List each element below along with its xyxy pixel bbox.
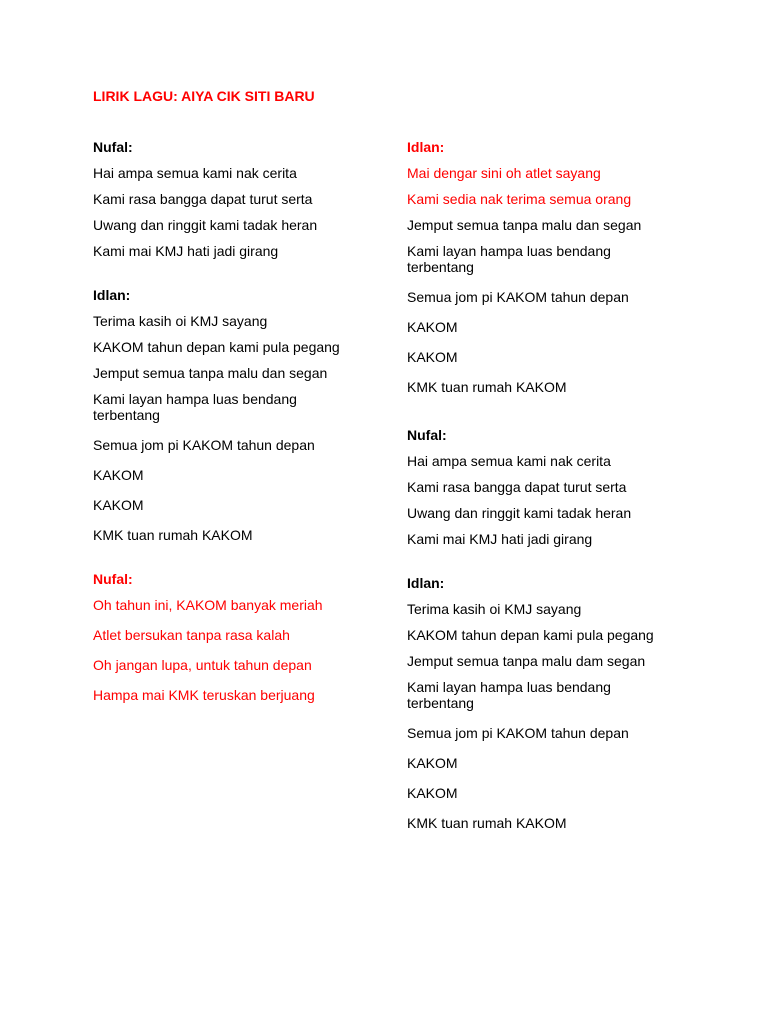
- lyric-line: Kami mai KMJ hati jadi girang: [93, 243, 279, 259]
- document-title: LIRIK LAGU: AIYA CIK SITI BARU: [93, 88, 315, 104]
- lyric-line: Terima kasih oi KMJ sayang: [93, 313, 268, 329]
- lyric-line: KMK tuan rumah KAKOM: [93, 527, 253, 543]
- verse-nufal-2: [93, 571, 373, 703]
- speaker-label: Idlan:: [407, 139, 445, 155]
- verse-nufal-right: [407, 427, 687, 547]
- verse-idlan-right-2: [407, 575, 687, 831]
- lyric-line: Semua jom pi KAKOM tahun depan: [407, 289, 629, 305]
- lyric-line: Jemput semua tanpa malu dan segan: [407, 217, 642, 233]
- lyric-line: KMK tuan rumah KAKOM: [407, 815, 567, 831]
- lyric-line: KAKOM: [407, 349, 458, 365]
- speaker-label: Nufal:: [93, 571, 133, 587]
- lyric-line: KMK tuan rumah KAKOM: [407, 379, 567, 395]
- lyric-line: Oh tahun ini, KAKOM banyak meriah: [93, 597, 323, 613]
- lyric-line: KAKOM: [407, 785, 458, 801]
- lyric-line: Oh jangan lupa, untuk tahun depan: [93, 657, 312, 673]
- lyric-line: KAKOM tahun depan kami pula pegang: [93, 339, 340, 355]
- lyric-line: Hai ampa semua kami nak cerita: [407, 453, 611, 469]
- speaker-label: Nufal:: [407, 427, 447, 443]
- lyric-line: Kami sedia nak terima semua orang: [407, 191, 632, 207]
- lyric-line: Hai ampa semua kami nak cerita: [93, 165, 297, 181]
- lyric-line: Kami mai KMJ hati jadi girang: [407, 531, 593, 547]
- verse-idlan-right-1: [407, 139, 687, 395]
- lyric-line: KAKOM: [93, 497, 144, 513]
- lyric-line: Kami layan hampa luas bendang terbentang: [407, 243, 611, 275]
- lyric-line: Semua jom pi KAKOM tahun depan: [93, 437, 315, 453]
- lyric-line: Terima kasih oi KMJ sayang: [407, 601, 582, 617]
- lyric-line: KAKOM: [93, 467, 144, 483]
- lyric-line: Jemput semua tanpa malu dam segan: [407, 653, 646, 669]
- lyric-line: Uwang dan ringgit kami tadak heran: [93, 217, 318, 233]
- verse-nufal-1: [93, 139, 373, 259]
- lyric-line: Atlet bersukan tanpa rasa kalah: [93, 627, 290, 643]
- lyric-line: KAKOM: [407, 755, 458, 771]
- lyric-line: KAKOM tahun depan kami pula pegang: [407, 627, 654, 643]
- lyric-line: Kami rasa bangga dapat turut serta: [93, 191, 313, 207]
- lyric-line: Kami layan hampa luas bendang terbentang: [93, 391, 297, 423]
- lyric-line: Jemput semua tanpa malu dan segan: [93, 365, 328, 381]
- lyric-line: Hampa mai KMK teruskan berjuang: [93, 687, 315, 703]
- speaker-label: Idlan:: [93, 287, 131, 303]
- verse-idlan-1: [93, 287, 373, 543]
- lyric-line: Kami layan hampa luas bendang terbentang: [407, 679, 611, 711]
- lyric-line: Semua jom pi KAKOM tahun depan: [407, 725, 629, 741]
- lyric-line: Mai dengar sini oh atlet sayang: [407, 165, 601, 181]
- lyric-line: KAKOM: [407, 319, 458, 335]
- speaker-label: Nufal:: [93, 139, 133, 155]
- lyric-line: Uwang dan ringgit kami tadak heran: [407, 505, 632, 521]
- lyric-line: Kami rasa bangga dapat turut serta: [407, 479, 627, 495]
- left-column: [93, 139, 373, 713]
- speaker-label: Idlan:: [407, 575, 445, 591]
- right-column: [407, 139, 687, 841]
